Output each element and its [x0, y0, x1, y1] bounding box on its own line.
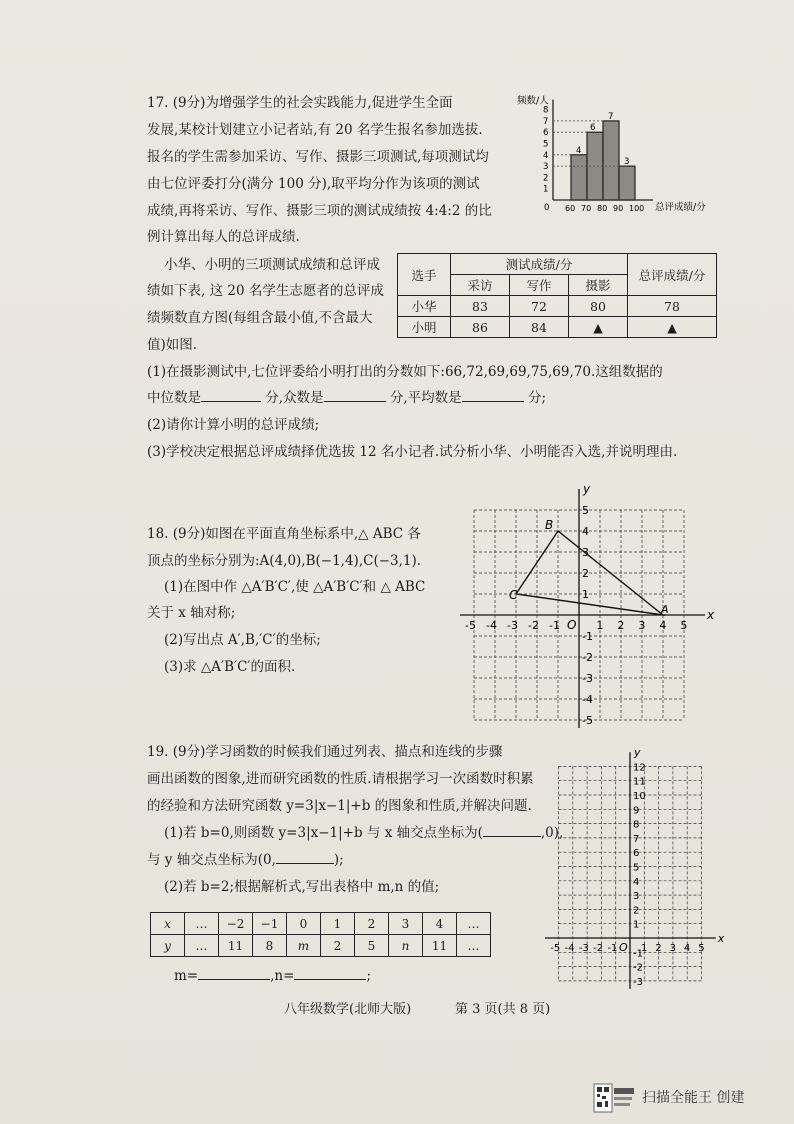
x-tick-label: -2 — [593, 943, 604, 954]
y-tick-label: 3 — [633, 891, 640, 903]
cell: … — [457, 913, 491, 935]
x-tick-label: -4 — [486, 619, 497, 632]
table-row — [151, 913, 491, 935]
cell: 4 — [423, 913, 457, 935]
y-tick-label: -2 — [633, 962, 643, 974]
n-blank[interactable] — [294, 979, 366, 980]
cell: … — [185, 913, 219, 935]
x-tick-label: -5 — [465, 619, 476, 632]
cell: 小华 — [398, 296, 451, 317]
label-n: ,n= — [270, 968, 295, 984]
x-tick-label: -3 — [578, 943, 589, 954]
cell: 小明 — [398, 317, 451, 338]
cell: 72 — [510, 296, 569, 317]
histogram-bar — [619, 166, 635, 200]
origin-label: O — [619, 941, 628, 954]
y-tick-label: 1 — [543, 184, 549, 195]
cell: n — [389, 935, 423, 957]
x-tick-label: 5 — [698, 943, 705, 954]
origin-label: O — [567, 618, 577, 632]
q18-line-4: 关于 x 轴对称; — [147, 605, 236, 621]
y-tick-label: 4 — [543, 150, 549, 161]
q17-sub1-b — [147, 388, 546, 408]
cell: 84 — [510, 317, 569, 338]
footer-subject: 八年级数学(北师大版) — [284, 1002, 412, 1017]
point-a-label: A — [661, 603, 669, 616]
x-tick-label: 3 — [638, 619, 646, 632]
label-mode: 分,众数是 — [265, 390, 324, 406]
x-tick-label: -4 — [564, 943, 575, 954]
table-row — [398, 317, 717, 338]
x-axis-label: x — [717, 932, 725, 945]
label-m: m= — [174, 968, 199, 984]
x-tick-label: 4 — [659, 619, 667, 632]
q17-line-10: 值)如图. — [147, 337, 198, 353]
mean-blank[interactable] — [462, 401, 524, 402]
cell: 78 — [628, 296, 717, 317]
y-tick-label: 5 — [633, 862, 640, 874]
x-tick-label: 60 — [565, 204, 576, 213]
q17-sub1-a: (1)在摄影测试中,七位评委给小明打出的分数如下:66,72,69,69,75,69,70.这组数据的 — [147, 364, 663, 380]
cell: ▲ — [569, 317, 628, 338]
cell: … — [185, 935, 219, 957]
y-axis-label: 频数/人 — [517, 95, 549, 107]
cell: 2 — [321, 935, 355, 957]
cell: 0 — [287, 913, 321, 935]
q19-sub1-text-end: ,0), — [540, 825, 564, 841]
x-tick-label: 1 — [596, 619, 604, 632]
header-test-score: 测试成绩/分 — [451, 254, 628, 275]
frequency-histogram — [513, 88, 728, 216]
x-tick-label: 2 — [655, 943, 662, 954]
mode-blank[interactable] — [324, 401, 386, 402]
label-mean: 分,平均数是 — [389, 390, 462, 406]
y-tick-label: 2 — [582, 567, 589, 580]
cell: 5 — [355, 935, 389, 957]
y-tick-label: 5 — [582, 504, 589, 517]
header-total-score: 总评成绩/分 — [628, 254, 717, 296]
q19-sub1b-text-end: ); — [333, 852, 344, 868]
cell: 11 — [423, 935, 457, 957]
y-tick-label: 6 — [633, 848, 640, 860]
q17-line-1: 17. (9分)为增强学生的社会实践能力,促进学生全面 — [147, 95, 453, 111]
median-blank[interactable] — [201, 401, 261, 402]
q19-line-2: 画出函数的图象,进而研究函数的性质.请根据学习一次函数时积累 — [147, 771, 534, 787]
cell: 2 — [355, 913, 389, 935]
label-unit: 分; — [527, 390, 547, 406]
y-tick-label: -5 — [582, 714, 593, 727]
bar-value-label: 4 — [576, 145, 582, 156]
header-player: 选手 — [398, 254, 451, 296]
x-tick-label: -1 — [607, 943, 618, 954]
cell: 3 — [389, 913, 423, 935]
watermark-text: 扫描全能王 创建 — [642, 1090, 745, 1106]
cell: 80 — [569, 296, 628, 317]
point-c-label: C — [509, 588, 518, 602]
y-tick-label: 2 — [633, 905, 640, 917]
cell: −2 — [219, 913, 253, 935]
q17-line-3: 报名的学生需参加采访、写作、摄影三项测试,每项测试均 — [147, 149, 489, 165]
cell: x — [151, 913, 185, 935]
table-row — [398, 296, 717, 317]
q17-sub2: (2)请你计算小明的总评成绩; — [147, 417, 320, 433]
q17-line-7: 小华、小明的三项测试成绩和总评成 — [164, 257, 380, 273]
x-axis-label: x — [707, 608, 715, 622]
y-tick-label: 5 — [543, 139, 549, 150]
y-tick-label: 1 — [633, 919, 640, 931]
histogram-bar — [571, 155, 587, 200]
y-tick-label: -3 — [582, 672, 593, 685]
y-intercept-blank[interactable] — [276, 863, 334, 864]
q19-sub1-text: (1)若 b=0,则函数 y=3|x−1|+b 与 x 轴交点坐标为( — [164, 825, 483, 841]
x-tick-label: 70 — [581, 204, 592, 213]
x-tick-label: 4 — [683, 943, 691, 954]
x-tick-label: -2 — [528, 619, 539, 632]
footer-page: 第 3 页(共 8 页) — [455, 1002, 551, 1017]
y-tick-label: -1 — [582, 630, 593, 643]
x-tick-label: -1 — [549, 619, 560, 632]
function-table — [150, 912, 491, 957]
q19-coordinate-grid — [545, 738, 725, 993]
y-tick-label: -1 — [633, 948, 643, 960]
y-tick-label: 10 — [633, 791, 646, 802]
label-end: ; — [366, 968, 371, 984]
origin-label: 0 — [544, 203, 550, 213]
point-b-label: B — [545, 518, 554, 532]
q19-sub2: (2)若 b=2;根据解析式,写出表格中 m,n 的值; — [164, 879, 440, 895]
q19-sub1-a — [164, 823, 563, 843]
header-writing: 写作 — [510, 275, 569, 296]
bar-value-label: 3 — [624, 157, 630, 168]
q17-line-8: 绩如下表, 这 20 名学生志愿者的总评成 — [147, 283, 384, 299]
cell: −1 — [253, 913, 287, 935]
table-row — [151, 935, 491, 957]
cell: ▲ — [628, 317, 717, 338]
cell: 1 — [321, 913, 355, 935]
q19-line-3: 的经验和方法研究函数 y=3|x−1|+b 的图象和性质,并解决问题. — [147, 798, 532, 814]
q19-sub1-b — [147, 850, 344, 870]
q17-line-5: 成绩,再将采访、写作、摄影三项的测试成绩按 4:4:2 的比 — [147, 203, 492, 219]
y-tick-label: 8 — [633, 819, 640, 831]
cell: … — [457, 935, 491, 957]
x-tick-label: 100 — [629, 204, 645, 213]
q17-line-6: 例计算出每人的总评成绩. — [147, 229, 300, 245]
y-tick-label: -3 — [633, 976, 643, 988]
x-intercept-blank[interactable] — [483, 836, 541, 837]
bar-value-label: 6 — [590, 123, 596, 134]
x-tick-label: 2 — [617, 619, 625, 632]
y-tick-label: 3 — [582, 546, 589, 559]
y-tick-label: 2 — [543, 173, 549, 184]
cell: m — [287, 935, 321, 957]
y-tick-label: 7 — [543, 116, 549, 127]
x-tick-label: -5 — [550, 943, 561, 954]
y-axis-label: y — [634, 746, 641, 760]
y-tick-label: 4 — [582, 525, 589, 538]
score-table — [397, 253, 717, 338]
q17-sub3: (3)学校决定根据总评成绩择优选拔 12 名小记者.试分析小华、小明能否入选,并说明理由. — [147, 444, 678, 460]
x-tick-label: -3 — [507, 619, 518, 632]
y-tick-label: 6 — [543, 128, 549, 139]
histogram-bar — [603, 121, 619, 200]
m-blank[interactable] — [198, 979, 270, 980]
qr-logo-icon — [592, 1080, 636, 1116]
q19-line-1: 19. (9分)学习函数的时候我们通过列表、描点和连线的步骤 — [147, 744, 503, 760]
q17-line-9: 绩频数直方图(每组含最小值,不含最大 — [147, 310, 373, 326]
q19-sub1b-text: 与 y 轴交点坐标为(0, — [147, 852, 276, 868]
y-tick-label: 4 — [633, 876, 640, 888]
y-axis-label: y — [583, 482, 591, 496]
y-tick-label: 1 — [582, 588, 589, 601]
y-tick-label: 8 — [543, 105, 549, 116]
y-tick-label: 12 — [633, 762, 646, 774]
q19-answer-line — [174, 966, 371, 986]
q18-line-2: 顶点的坐标分别为:A(4,0),B(−1,4),C(−3,1). — [147, 553, 422, 569]
cell: 83 — [451, 296, 510, 317]
x-tick-label: 1 — [641, 943, 648, 954]
bar-value-label: 7 — [608, 111, 614, 122]
x-tick-label: 5 — [680, 619, 688, 632]
y-tick-label: -2 — [582, 651, 593, 664]
cell: 8 — [253, 935, 287, 957]
q18-line-1: 18. (9分)如图在平面直角坐标系中,△ ABC 各 — [147, 526, 421, 542]
cell: 86 — [451, 317, 510, 338]
y-tick-label: 11 — [633, 776, 646, 788]
header-interview: 采访 — [451, 275, 510, 296]
q17-line-4: 由七位评委打分(满分 100 分),取平均分作为该项的测试 — [147, 176, 480, 192]
scanner-watermark — [592, 1080, 782, 1116]
q17-line-2: 发展,某校计划建立小记者站,有 20 名学生报名参加选拔. — [147, 122, 483, 138]
x-tick-label: 3 — [669, 943, 676, 954]
q18-line-5: (2)写出点 A′,B,′C′的坐标; — [164, 632, 321, 648]
header-photo: 摄影 — [569, 275, 628, 296]
q18-line-3: (1)在图中作 △A′B′C′,使 △A′B′C′和 △ ABC — [164, 579, 426, 595]
y-tick-label: 9 — [633, 805, 640, 817]
q18-line-6: (3)求 △A′B′C′的面积. — [164, 659, 296, 675]
x-tick-label: 80 — [597, 204, 608, 213]
cell: 11 — [219, 935, 253, 957]
label-median: 中位数是 — [147, 390, 201, 406]
x-axis-label: 总评成绩/分 — [655, 202, 706, 213]
y-tick-label: -4 — [582, 693, 593, 706]
x-tick-label: 90 — [613, 204, 624, 213]
y-tick-label: 7 — [633, 833, 640, 845]
cell: y — [151, 935, 185, 957]
q18-coordinate-grid — [460, 478, 720, 738]
y-tick-label: 3 — [543, 162, 549, 173]
